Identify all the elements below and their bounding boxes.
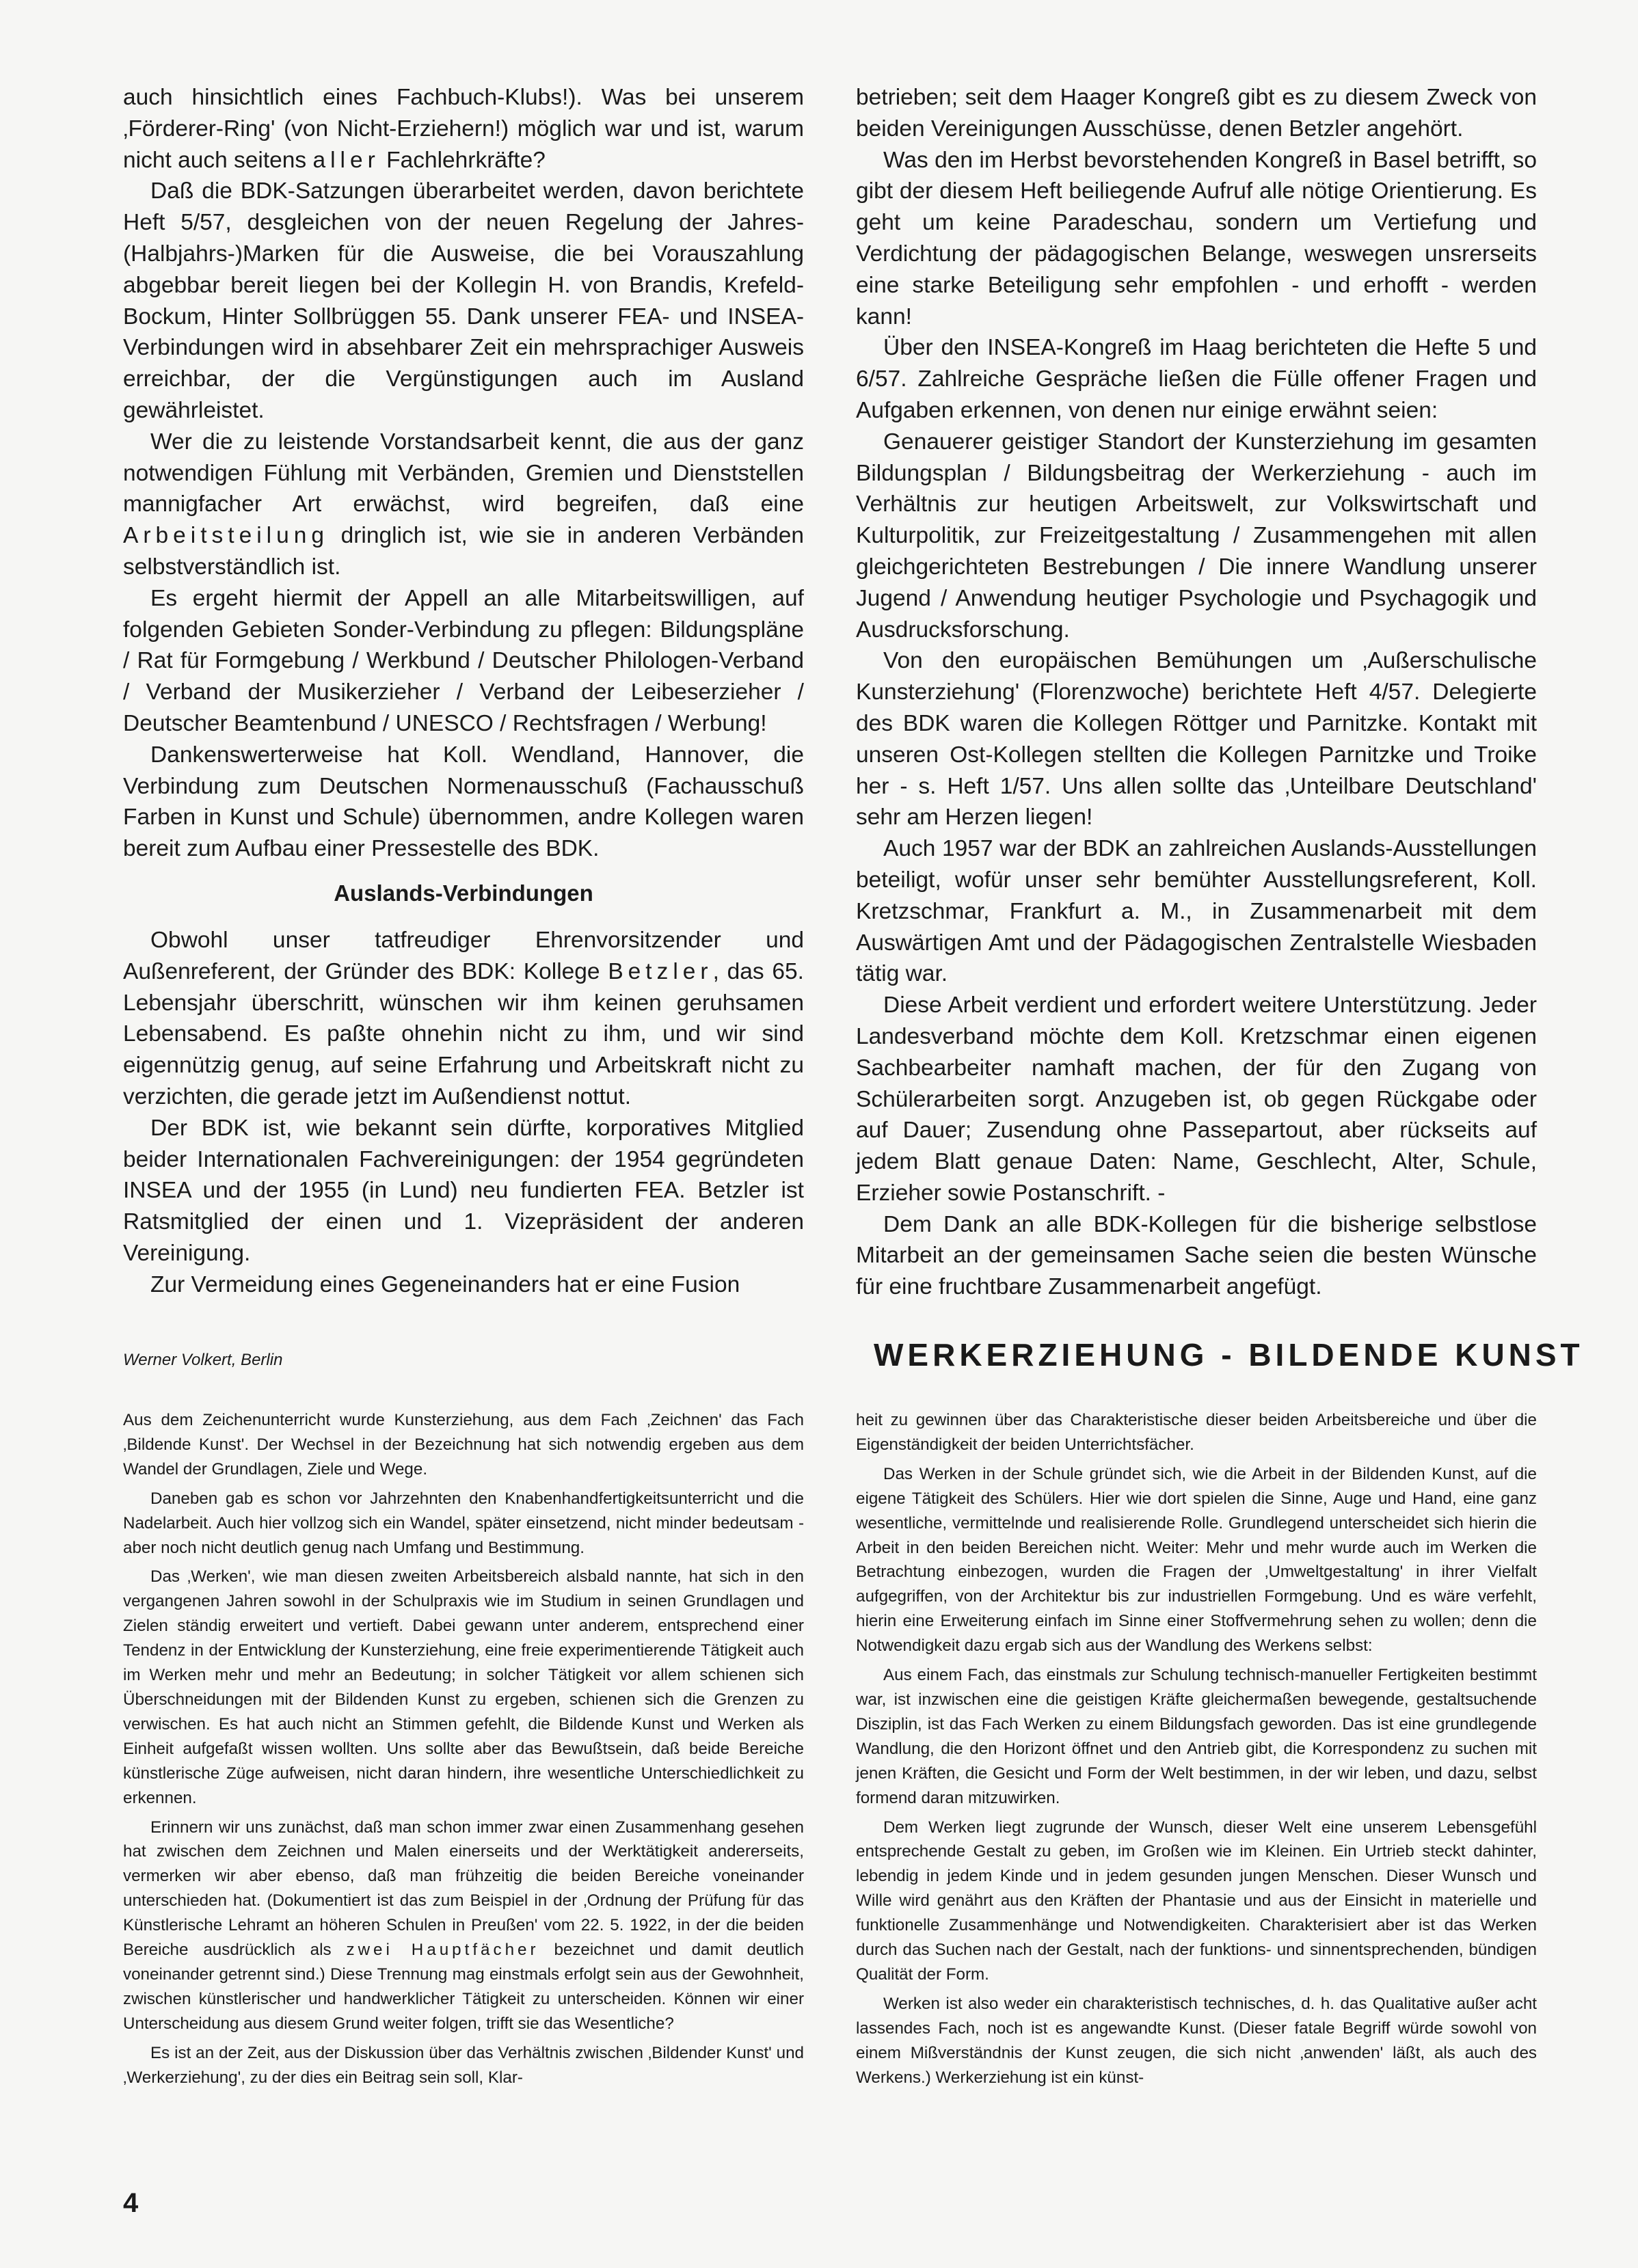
paragraph: Erinnern wir uns zunächst, daß man schon immer zwar einen Zusammenhang gesehen hat zwischen dem Zeichnen und Malen einerseits und der Werktätigkeit andererseits, vermerken wir aber ebenso, daß man frühzeitig die beiden Bereiche voneinander unterschieden hat. (Dokumentiert ist das zum Beispiel in der ‚Ordnung der Prüfung für das Künstlerische Lehramt an höheren Schulen in Preußen' vom 22. 5. 1922, in der die beiden Bereiche ausdrücklich als zwei Hauptfächer bezeichnet und damit deutlich voneinander getrennt sind.) Diese Trennung mag einstmals erfolgt sein aus der Gewohnheit, zwischen künstlerischer und handwerklicher Tätigkeit zu unterscheiden. Können wir einer Unterscheidung aus diesem Grund weiter folgen, trifft sie das Wesentliche? bbox=[123, 1818, 804, 2033]
author-byline: Werner Volkert, Berlin bbox=[123, 1351, 283, 1369]
section-title: WERKERZIEHUNG - BILDENDE KUNST bbox=[874, 1337, 1584, 1373]
lower-left-column bbox=[123, 1408, 804, 2090]
paragraph: Das Werken in der Schule gründet sich, wie die Arbeit in der Bildenden Kunst, auf die eigene Tätigkeit des Schülers. Hier wie dort spielen die Sinne, Auge und Hand, eine ganz wesentliche, vermittelnde und realisierende Rolle. Grundlegend unterscheidet sich hierin die Arbeit in den beiden Bereichen nicht. Weiter: Mehr und mehr wurde auch im Werken die Betrachtung einbezogen, wurden die Fragen der ‚Umweltgestaltung' in ihrer Vielfalt aufgegriffen, von der Architektur bis zur industriellen Formgebung. Und es wäre verfehlt, hierin eine Erweiterung einfach im Sinne einer Stoffvermehrung sehen zu wollen; denn die Notwendigkeit dazu ergab sich aus der Wandlung des Werkens selbst: bbox=[856, 1464, 1537, 1656]
paragraph: Dankenswerterweise hat Koll. Wendland, Hannover, die Verbindung zum Deutschen Normenausschuß (Fachausschuß Farben in Kunst und Schule) übernommen, andre Kollegen waren bereit zum Aufbau einer Pressestelle des BDK. bbox=[123, 742, 804, 862]
paragraph: Daneben gab es schon vor Jahrzehnten den Knabenhandfertigkeitsunterricht und die Nadelarbeit. Auch hier vollzog sich ein Wandel, später einsetzend, nicht minder bedeutsam - aber noch nicht deutlich genug nach Umfang und Bestimmung. bbox=[123, 1489, 804, 1557]
paragraph: betrieben; seit dem Haager Kongreß gibt es zu diesem Zweck von beiden Vereinigungen Ausschüsse, denen Betzler angehört. bbox=[856, 85, 1537, 141]
paragraph: Das ‚Werken', wie man diesen zweiten Arbeitsbereich alsbald nannte, hat sich in den vergangenen Jahren sowohl in der Schulpraxis wie im Studium in seinen Grundlagen und Zielen ständig erweitert und vertieft. Dabei gewann unter anderem, entsprechend einer Tendenz in der Entwicklung der Kunsterziehung, eine freie experimentierende Tätigkeit auch im Werken mehr und mehr an Bedeutung; in solcher Tätigkeit vor allem schienen sich Überschneidungen mit der Bildenden Kunst zu ergeben, schienen sich die Grenzen zu verwischen. Es hat auch nicht an Stimmen gefehlt, die Bildende Kunst und Werken als Einheit aufgefaßt wissen wollten. Uns sollte aber das Bewußtsein, daß beide Bereiche künstlerische Züge aufweisen, nicht daran hindern, ihre wesentliche Unterschiedlichkeit zu erkennen. bbox=[123, 1567, 804, 1807]
paragraph: Dem Werken liegt zugrunde der Wunsch, dieser Welt eine unserem Lebensgefühl entsprechende Gestalt zu geben, im Großen wie im Kleinen. Ein Urtrieb steckt dahinter, lebendig in jedem Kinde und in jedem gesunden jungen Menschen. Dieser Wunsch und Wille wird genährt aus den Kräften der Phantasie und aus der Einsicht in materielle und funktionelle Zusammenhänge und Notwendigkeiten. Charakterisiert aber ist das Werken durch das Suchen nach der Gestalt, nach der funktions- und sinnentsprechenden, bündigen Qualität der Form. bbox=[856, 1818, 1537, 1984]
lower-right-column bbox=[856, 1408, 1537, 2090]
paragraph: Daß die BDK-Satzungen überarbeitet werden, davon berichtete Heft 5/57, desgleichen von der neuen Regelung der Jahres-(Halbjahrs-)Marken für die Ausweise, die bei Vorauszahlung abgebbar bereit liegen bei der Kollegin H. von Brandis, Krefeld-Bockum, Hinter Sollbrüggen 55. Dank unserer FEA- und INSEA-Verbindungen wird in absehbarer Zeit ein mehrsprachiger Ausweis erreichbar, der die Vergünstigungen auch im Ausland gewährleistet. bbox=[123, 178, 804, 423]
section-heading: Auslands-Verbindungen bbox=[334, 880, 593, 906]
paragraph: Aus dem Zeichenunterricht wurde Kunsterziehung, aus dem Fach ‚Zeichnen' das Fach ‚Bildende Kunst'. Der Wechsel in der Bezeichnung hat sich notwendig ergeben aus dem Wandel der Grundlagen, Ziele und Wege. bbox=[123, 1411, 804, 1479]
paragraph: Wer die zu leistende Vorstandsarbeit kennt, die aus der ganz notwendigen Fühlung mit Verbänden, Gremien und Dienststellen mannigfacher Art erwächst, wird begreifen, daß eine Arbeitsteilung dringlich ist, wie sie in anderen Verbänden selbstverständlich ist. bbox=[123, 429, 804, 580]
paragraph: Der BDK ist, wie bekannt sein dürfte, korporatives Mitglied beider Internationalen Fachvereinigungen: der 1954 gegründeten INSEA und der 1955 (in Lund) neu fundierten FEA. Betzler ist Ratsmitglied der einen und 1. Vizepräsident der anderen Vereinigung. bbox=[123, 1115, 804, 1266]
paragraph: Auch 1957 war der BDK an zahlreichen Auslands-Ausstellungen beteiligt, wofür unser sehr bemühter Ausstellungsreferent, Koll. Kretzschmar, Frankfurt a. M., in Zusammenarbeit mit dem Auswärtigen Amt und der Pädagogischen Zentralstelle Wiesbaden tätig war. bbox=[856, 836, 1537, 987]
paragraph: Über den INSEA-Kongreß im Haag berichteten die Hefte 5 und 6/57. Zahlreiche Gespräche ließen die Fülle offener Fragen und Aufgaben erkennen, von denen nur einige erwähnt seien: bbox=[856, 335, 1537, 423]
paragraph: Diese Arbeit verdient und erfordert weitere Unterstützung. Jeder Landesverband möchte dem Koll. Kretzschmar einen eigenen Sachbearbeiter namhaft machen, der für den Zugang von Schülerarbeiten sorgt. Anzugeben ist, ob gegen Rückgabe oder auf Dauer; Zusendung ohne Passepartout, aber rückseits auf jedem Blatt genaue Daten: Name, Geschlecht, Alter, Schule, Erzieher sowie Postanschrift. - bbox=[856, 993, 1537, 1206]
paragraph: Von den europäischen Bemühungen um ‚Außerschulische Kunsterziehung' (Florenzwoche) berichtete Heft 4/57. Delegierte des BDK waren die Kollegen Röttger und Parnitzke. Kontakt mit unseren Ost-Kollegen stellten die Kollegen Parnitzke und Troike her - s. Heft 1/57. Uns allen sollte das ‚Unteilbare Deutschland' sehr am Herzen liegen! bbox=[856, 648, 1537, 831]
paragraph: Es ist an der Zeit, aus der Diskussion über das Verhältnis zwischen ‚Bildender Kunst' und ‚Werkerziehung', zu der dies ein Beitrag sein soll, Klar- bbox=[123, 2043, 804, 2087]
upper-right-column bbox=[856, 82, 1537, 1303]
paragraph: Werken ist also weder ein charakteristisch technisches, d. h. das Qualitative außer acht lassendes Fach, noch ist es angewandte Kunst. (Dieser fatale Begriff würde sowohl von einem Mißverständnis der Kunst zeugen, die sich nicht ‚anwenden' läßt, als auch des Werkens.) Werkerziehung ist ein künst- bbox=[856, 1994, 1537, 2087]
paragraph: Was den im Herbst bevorstehenden Kongreß in Basel betrifft, so gibt der diesem Heft beiliegende Aufruf alle nötige Orientierung. Es geht um keine Paradeschau, sondern um Vertiefung und Verdichtung der pädagogischen Belange, weswegen unsrerseits eine starke Beteiligung sehr empfohlen - und erhofft - werden kann! bbox=[856, 147, 1537, 329]
paragraph: Zur Vermeidung eines Gegeneinanders hat er eine Fusion bbox=[150, 1271, 740, 1297]
paragraph: auch hinsichtlich eines Fachbuch-Klubs!). Was bei unserem ‚Förderer-Ring' (von Nicht-Erziehern!) möglich war und ist, warum nicht auch seitens aller Fachlehrkräfte? bbox=[123, 85, 804, 173]
page-number: 4 bbox=[123, 2188, 139, 2218]
paragraph: heit zu gewinnen über das Charakteristische dieser beiden Arbeitsbereiche und über die Eigenständigkeit der beiden Unterrichtsfächer. bbox=[856, 1411, 1537, 1454]
upper-left-column bbox=[123, 82, 804, 1300]
paragraph: Aus einem Fach, das einstmals zur Schulung technisch-manueller Fertigkeiten bestimmt war, ist inzwischen eine die geistigen Kräfte gleichermaßen bewegende, gestaltsuchende Disziplin, ist das Fach Werken zu einem Bildungsfach geworden. Das ist eine grundlegende Wandlung, die den Horizont öffnet und den Antrieb gibt, die Korrespondenz zu suchen mit jenen Kräften, die Gesicht und Form der Welt bestimmen, in der wir leben, und dazu, selbst formend daran mitzuwirken. bbox=[856, 1666, 1537, 1807]
paragraph: Es ergeht hiermit der Appell an alle Mitarbeitswilligen, auf folgenden Gebieten Sonder-Verbindung zu pflegen: Bildungspläne / Rat für Formgebung / Werkbund / Deutscher Philologen-Verband / Verband der Musikerzieher / Verband der Leibeserzieher / Deutscher Beamtenbund / UNESCO / Rechtsfragen / Werbung! bbox=[123, 585, 804, 736]
paragraph: Dem Dank an alle BDK-Kollegen für die bisherige selbstlose Mitarbeit an der gemeinsamen Sache seien die besten Wünsche für eine fruchtbare Zusammenarbeit angefügt. bbox=[856, 1211, 1537, 1300]
paragraph: Obwohl unser tatfreudiger Ehrenvorsitzender und Außenreferent, der Gründer des BDK: Kollege Betzler, das 65. Lebensjahr überschritt, wünschen wir ihm keinen geruhsamen Lebensabend. Es paßte ohnehin nicht zu ihm, und wir sind eigennützig genug, auf seine Erfahrung und Arbeitskraft nicht zu verzichten, die gerade jetzt im Außendienst nottut. bbox=[123, 927, 804, 1109]
paragraph: Genauerer geistiger Standort der Kunsterziehung im gesamten Bildungsplan / Bildungsbeitrag der Werkerziehung - auch im Verhältnis zur heutigen Arbeitswelt, zur Volkswirtschaft und Kulturpolitik, zur Freizeitgestaltung / Zusammengehen mit allen gleichgerichteten Bestrebungen / Die innere Wandlung unserer Jugend / Anwendung heutiger Psychologie und Psychagogik und Ausdrucksforschung. bbox=[856, 429, 1537, 643]
